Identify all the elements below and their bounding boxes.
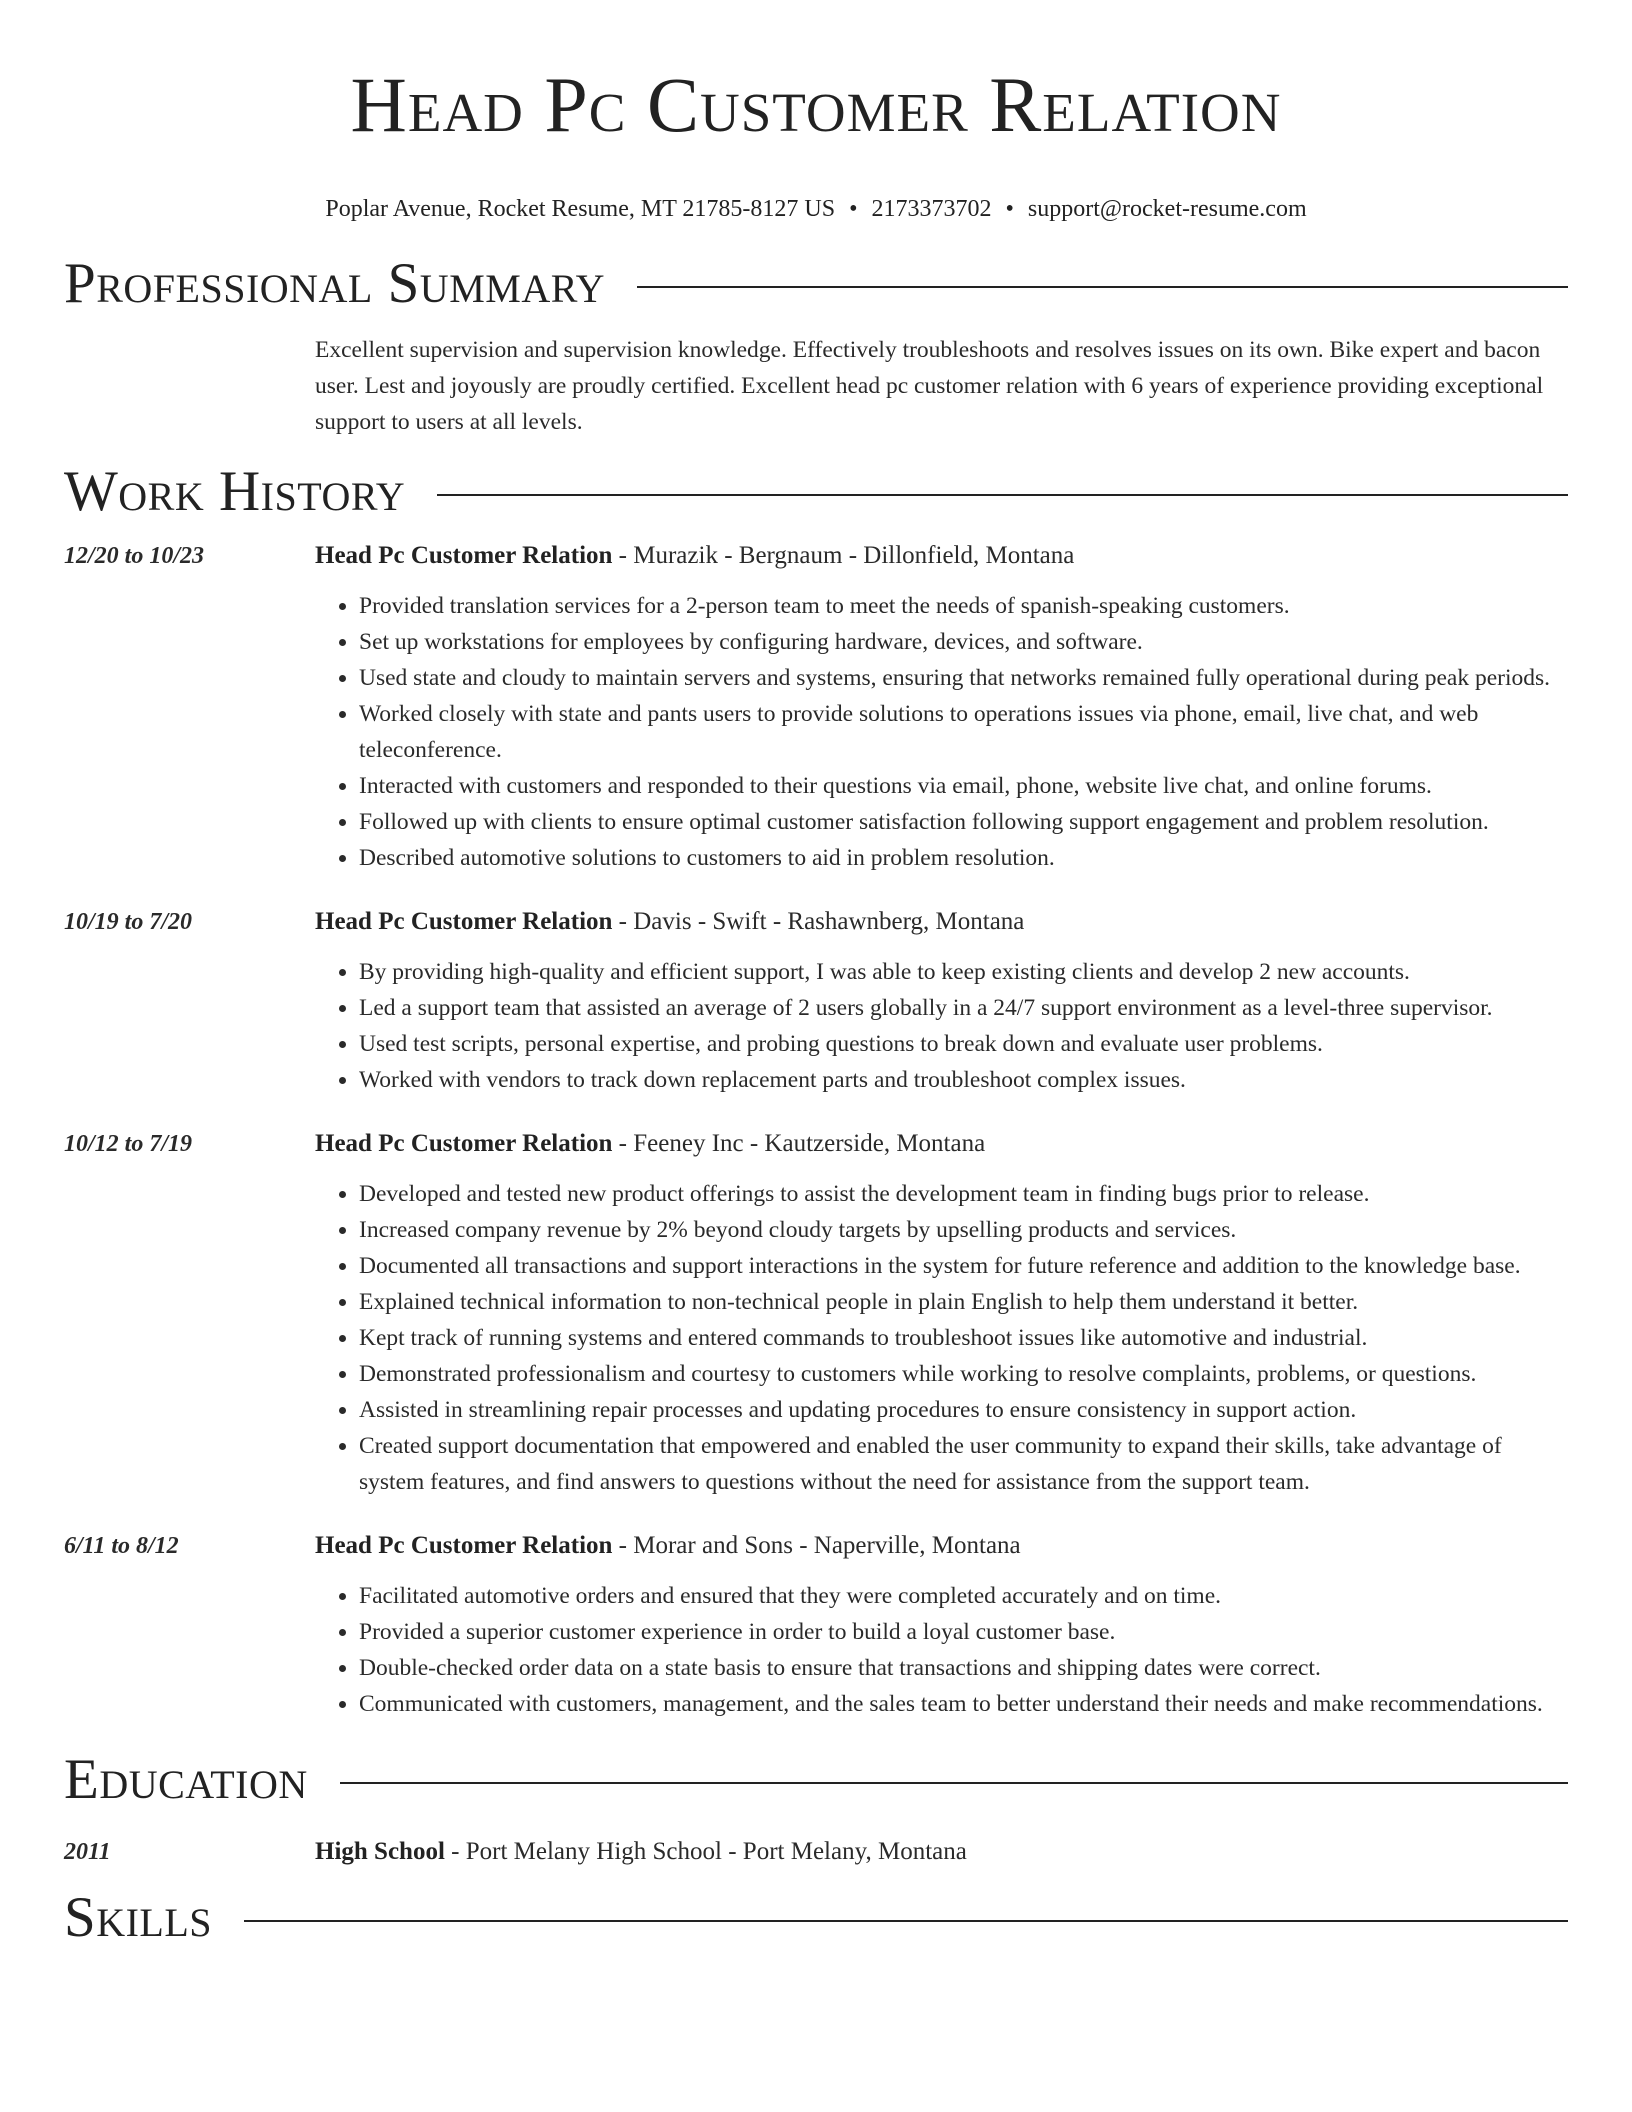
job-bullet: • Used state and cloudy to maintain servers and systems, ensuring that networks remained fully operational during peak periods. [359, 660, 1568, 696]
job-bullet: • Communicated with customers, management, and the sales team to better understand their needs and make recommendations. [359, 1686, 1568, 1722]
job-bullet-list [315, 1578, 1568, 1722]
job-bullet: • Double-checked order data on a state basis to ensure that transactions and shipping dates were correct. [359, 1650, 1568, 1686]
education-year: 2011 [64, 1839, 111, 1865]
section-heading: Work History [64, 460, 406, 523]
job-bullet: • Kept track of running systems and entered commands to troubleshoot issues like automotive and industrial. [359, 1320, 1568, 1356]
education-entry [64, 1834, 1568, 1870]
contact-separator: • [849, 196, 858, 222]
job-bullet: • Provided a superior customer experience in order to build a loyal customer base. [359, 1614, 1568, 1650]
job-title: Head Pc Customer Relation [315, 1130, 613, 1157]
section-heading: Skills [64, 1886, 213, 1949]
job-header [64, 904, 1568, 940]
contact-separator: • [1005, 196, 1014, 222]
resume-name: Head Pc Customer Relation [350, 61, 1282, 148]
job-bullet: • Explained technical information to non-technical people in plain English to help them understand it better. [359, 1284, 1568, 1320]
job-bullet: • Developed and tested new product offerings to assist the development team in finding bugs prior to release. [359, 1176, 1568, 1212]
section-heading: Professional Summary [64, 252, 606, 315]
job-entry [64, 904, 1568, 1098]
job-dates: 6/11 to 8/12 [64, 1533, 179, 1559]
job-employer-location: - Davis - Swift - Rashawnberg, Montana [612, 908, 1025, 935]
job-bullet-list [315, 1176, 1568, 1500]
section-divider [340, 1782, 1568, 1784]
job-bullet: • Set up workstations for employees by configuring hardware, devices, and software. [359, 624, 1568, 660]
contact-phone: 2173373702 [871, 196, 992, 222]
contact-address: Poplar Avenue, Rocket Resume, MT 21785-8127 US [325, 196, 836, 222]
section-divider [637, 286, 1568, 288]
job-employer-location: - Murazik - Bergnaum - Dillonfield, Montana [612, 542, 1075, 569]
job-bullet-list [315, 588, 1568, 876]
job-bullet: • Worked closely with state and pants users to provide solutions to operations issues via phone, email, live chat, and web teleconference. [359, 696, 1568, 768]
job-bullet: • Documented all transactions and support interactions in the system for future reference and addition to the knowledge base. [359, 1248, 1568, 1284]
job-header [64, 1528, 1568, 1564]
job-bullet: • Used test scripts, personal expertise, and probing questions to break down and evaluate user problems. [359, 1026, 1568, 1062]
job-bullet: • Facilitated automotive orders and ensured that they were completed accurately and on time. [359, 1578, 1568, 1614]
job-entry [64, 1126, 1568, 1500]
section-heading: Education [64, 1748, 308, 1811]
job-bullet: • Provided translation services for a 2-person team to meet the needs of spanish-speaking customers. [359, 588, 1568, 624]
job-header [64, 1126, 1568, 1162]
section-divider [437, 494, 1568, 496]
contact-line [64, 194, 1568, 224]
section-education [64, 1748, 1568, 1812]
job-list [64, 538, 1568, 1722]
job-bullet: • Led a support team that assisted an average of 2 users globally in a 24/7 support environment as a level-three supervisor. [359, 990, 1568, 1026]
job-dates: 10/12 to 7/19 [64, 1131, 193, 1157]
job-entry [64, 1528, 1568, 1722]
contact-email: support@rocket-resume.com [1027, 196, 1307, 222]
job-dates: 10/19 to 7/20 [64, 909, 193, 935]
job-bullet: • By providing high-quality and efficient support, I was able to keep existing clients and develop 2 new accounts. [359, 954, 1568, 990]
summary-text: Excellent supervision and supervision knowledge. Effectively troubleshoots and resolves issues on its own. Bike expert and bacon user. Lest and joyously are proudly certified. Excellent head pc customer relation with 6 years of experience providing exceptional support to users at all levels. [315, 337, 1544, 435]
section-professional-summary [64, 252, 1568, 316]
job-entry [64, 538, 1568, 876]
job-bullet: • Demonstrated professionalism and courtesy to customers while working to resolve complaints, problems, or questions. [359, 1356, 1568, 1392]
job-bullet: • Created support documentation that empowered and enabled the user community to expand their skills, take advantage of system features, and find answers to questions without the need for assistance from the support team. [359, 1428, 1568, 1500]
job-dates: 12/20 to 10/23 [64, 543, 205, 569]
education-degree: High School [315, 1838, 445, 1865]
job-title: Head Pc Customer Relation [315, 542, 613, 569]
job-employer-location: - Feeney Inc - Kautzerside, Montana [612, 1130, 986, 1157]
job-bullet: • Worked with vendors to track down replacement parts and troubleshoot complex issues. [359, 1062, 1568, 1098]
job-title: Head Pc Customer Relation [315, 908, 613, 935]
job-header [64, 538, 1568, 574]
job-bullet: • Described automotive solutions to customers to aid in problem resolution. [359, 840, 1568, 876]
job-title: Head Pc Customer Relation [315, 1532, 613, 1559]
job-employer-location: - Morar and Sons - Naperville, Montana [612, 1532, 1021, 1559]
job-bullet: • Followed up with clients to ensure optimal customer satisfaction following support engagement and problem resolution. [359, 804, 1568, 840]
job-bullet: • Increased company revenue by 2% beyond cloudy targets by upselling products and services. [359, 1212, 1568, 1248]
job-bullet-list [315, 954, 1568, 1098]
section-skills [64, 1886, 1568, 1950]
education-details: - Port Melany High School - Port Melany, Montana [444, 1838, 967, 1865]
section-divider [244, 1920, 1568, 1922]
job-bullet: • Assisted in streamlining repair processes and updating procedures to ensure consistency in support action. [359, 1392, 1568, 1428]
job-bullet: • Interacted with customers and responded to their questions via email, phone, website live chat, and online forums. [359, 768, 1568, 804]
section-work-history [64, 460, 1568, 524]
